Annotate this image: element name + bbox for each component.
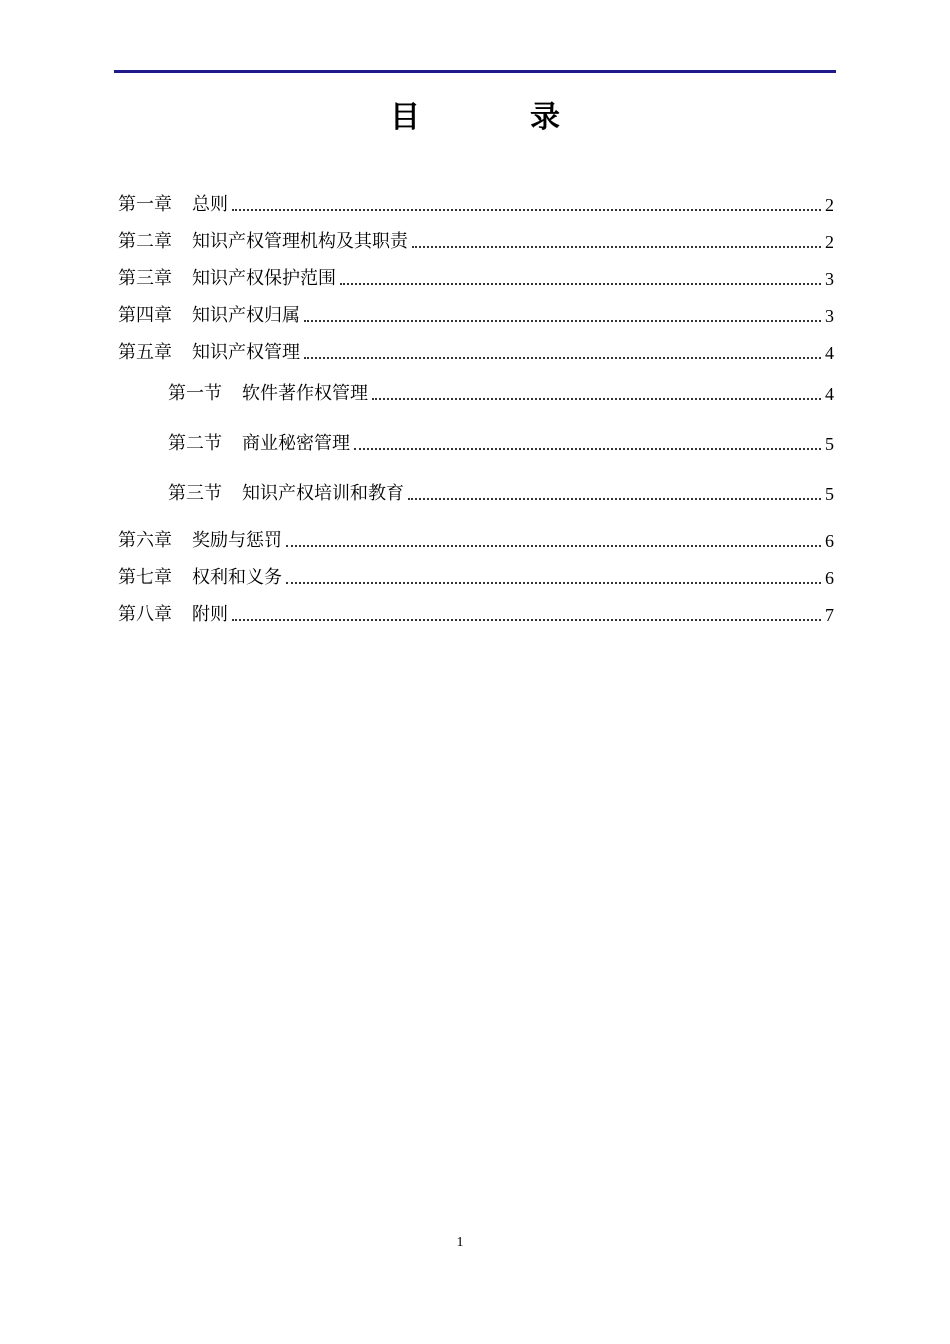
toc-entry-label (118, 342, 300, 364)
toc-entry-text: 总则 (192, 194, 228, 215)
toc-entry-text: 奖励与惩罚 (192, 530, 282, 551)
toc-entry-label (118, 530, 282, 552)
toc-entry-label (168, 433, 350, 455)
toc-entry-chapter-5[interactable] (118, 338, 834, 364)
toc-entry-page: 3 (825, 306, 834, 326)
toc-entry-text: 附则 (192, 604, 228, 625)
toc-entry-page: 7 (825, 605, 834, 625)
toc-entry-text: 商业秘密管理 (242, 433, 350, 454)
toc-entry-page: 4 (825, 343, 834, 363)
toc-entry-chapter-8[interactable] (118, 600, 834, 626)
toc-entry-chapter-1[interactable] (118, 190, 834, 216)
toc-entry-section-1[interactable] (168, 379, 834, 405)
toc-entry-text: 权利和义务 (192, 567, 282, 588)
toc-entry-label (168, 483, 404, 505)
toc-entry-label (118, 268, 336, 290)
toc-entry-number: 第三节 (168, 483, 222, 504)
toc-entry-page: 3 (825, 269, 834, 289)
toc-leader-dots (372, 397, 821, 400)
toc-entry-number: 第一节 (168, 383, 222, 404)
toc-entry-text: 知识产权归属 (192, 305, 300, 326)
toc-entry-label (118, 567, 282, 589)
toc-leader-dots (408, 497, 821, 500)
toc-entry-page: 5 (825, 434, 834, 454)
toc-entry-number: 第二节 (168, 433, 222, 454)
toc-entry-number: 第二章 (118, 231, 172, 252)
toc-entry-label (168, 383, 368, 405)
toc-entry-text: 知识产权保护范围 (192, 268, 336, 289)
toc-leader-dots (304, 319, 821, 322)
toc-entry-number: 第一章 (118, 194, 172, 215)
toc-leader-dots (286, 544, 821, 547)
toc-entry-page: 6 (825, 568, 834, 588)
toc-entry-number: 第六章 (118, 530, 172, 551)
toc-entry-chapter-7[interactable] (118, 563, 834, 589)
toc-entry-page: 2 (825, 195, 834, 215)
toc-entry-chapter-2[interactable] (118, 227, 834, 253)
toc-entry-number: 第四章 (118, 305, 172, 326)
toc-leader-dots (354, 447, 821, 450)
toc-entry-label (118, 305, 300, 327)
toc-entry-chapter-3[interactable] (118, 264, 834, 290)
toc-entry-chapter-6[interactable] (118, 526, 834, 552)
toc-leader-dots (412, 245, 821, 248)
page-number: 1 (456, 1235, 464, 1250)
toc-entry-section-2[interactable] (168, 429, 834, 455)
toc-entry-text: 知识产权管理机构及其职责 (192, 231, 408, 252)
toc-entry-number: 第五章 (118, 342, 172, 363)
toc-entry-chapter-4[interactable] (118, 301, 834, 327)
toc-leader-dots (340, 282, 821, 285)
toc-leader-dots (232, 618, 821, 621)
toc-title: 目 录 (390, 100, 600, 135)
toc-leader-dots (304, 356, 821, 359)
toc-leader-dots (232, 208, 821, 211)
toc-entry-text: 软件著作权管理 (242, 383, 368, 404)
toc-entry-label (118, 194, 228, 216)
toc-entry-text: 知识产权管理 (192, 342, 300, 363)
toc-leader-dots (286, 581, 821, 584)
toc-entry-number: 第八章 (118, 604, 172, 625)
toc-entry-section-3[interactable] (168, 479, 834, 505)
toc-entry-label (118, 604, 228, 626)
toc-entry-page: 2 (825, 232, 834, 252)
toc-entry-number: 第七章 (118, 567, 172, 588)
toc-entry-text: 知识产权培训和教育 (242, 483, 404, 504)
toc-entry-page: 5 (825, 484, 834, 504)
toc-entry-label (118, 231, 408, 253)
toc-entry-page: 6 (825, 531, 834, 551)
toc-entry-page: 4 (825, 384, 834, 404)
toc-entry-number: 第三章 (118, 268, 172, 289)
